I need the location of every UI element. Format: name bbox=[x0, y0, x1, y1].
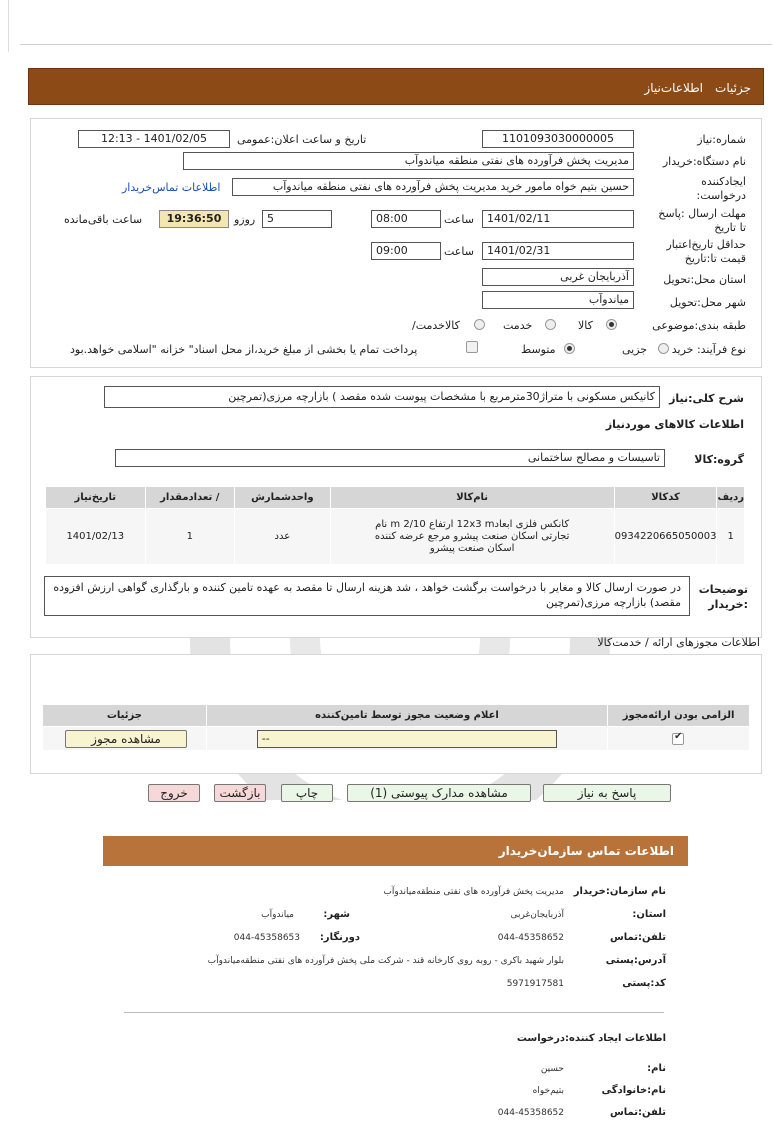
tab-need-info[interactable]: اطلاعات‌نیاز bbox=[644, 81, 703, 95]
days-label: روزو bbox=[234, 213, 256, 226]
city-field: میاندوآب bbox=[482, 291, 634, 309]
goods-group-field: تاسیسات و مصالح ساختمانی bbox=[115, 449, 665, 467]
deadline-date-field: 1401/02/11 bbox=[482, 210, 634, 228]
col-unit: واحدشمارش bbox=[235, 487, 331, 509]
buyer-org-label: نام دستگاه:خریدار bbox=[662, 155, 746, 168]
buyer-org-field: مدیریت پخش فرآورده های نفتی منطقه میاندوآب bbox=[183, 152, 634, 170]
creator-label: ایجادکننده درخواست: bbox=[696, 175, 746, 202]
creator-phone-label: تلفن:تماس bbox=[609, 1107, 666, 1118]
contact-address-label: آدرس:پستی bbox=[605, 955, 666, 966]
province-field: آذربایجان غربی bbox=[482, 268, 634, 286]
contact-org-label: نام سازمان:خریدار bbox=[573, 886, 666, 897]
validity-time-field: 09:00 bbox=[371, 242, 441, 260]
table-row bbox=[46, 509, 745, 565]
contact-address: بلوار شهید باکری - روبه روی کارخانه قند - شرکت ملی پخش فرآورده های نفتی منطقه‌میاندوآب bbox=[207, 956, 564, 966]
category-both-label: کالاخدمت/ bbox=[412, 319, 460, 332]
tab-details[interactable]: جزئیات bbox=[715, 81, 751, 95]
summary-field: کانیکس مسکونی با متراژ30مترمربع با مشخصات پیوست شده مقصد ) بازارچه مرزی(تمرچین bbox=[104, 386, 660, 408]
payment-checkbox[interactable] bbox=[466, 341, 478, 353]
permits-title: اطلاعات مجوزهای ارائه / خدمت‌کالا bbox=[597, 636, 760, 649]
table-row bbox=[43, 727, 750, 751]
category-service-label: خدمت bbox=[503, 319, 533, 332]
col-name: نام‌کالا bbox=[330, 487, 614, 509]
goods-group-label: گروه:کالا bbox=[694, 453, 744, 466]
buyer-contact-link[interactable]: اطلاعات تماس‌خریدار bbox=[122, 181, 221, 194]
creator-name: حسین bbox=[540, 1064, 564, 1074]
cell-date: 1401/02/13 bbox=[46, 509, 146, 565]
contact-fax-label: دورنگار: bbox=[319, 932, 360, 943]
days-field: 5 bbox=[262, 210, 332, 228]
cell-row: 1 bbox=[717, 509, 745, 565]
col-qty: / تعدادمقدار bbox=[145, 487, 235, 509]
need-number-label: شماره:نیاز bbox=[697, 133, 746, 146]
col-code: کدکالا bbox=[614, 487, 717, 509]
process-type-label: نوع فرآیند: خرید bbox=[671, 343, 746, 356]
contact-phone-label: تلفن:تماس bbox=[609, 932, 666, 943]
creator-family-label: نام:خانوادگی bbox=[601, 1085, 666, 1096]
permit-details-cell bbox=[43, 727, 207, 751]
buyer-notes-label: توضیحات :خریدار bbox=[698, 583, 748, 611]
process-medium-radio[interactable] bbox=[564, 343, 575, 354]
view-permit-button[interactable]: مشاهده مجوز bbox=[65, 730, 187, 748]
contact-postal-label: کد:پستی bbox=[622, 978, 666, 989]
category-goods-radio[interactable] bbox=[606, 319, 617, 330]
contact-header: اطلاعات تماس سازمان‌خریدار bbox=[103, 836, 688, 866]
cell-unit: عدد bbox=[235, 509, 331, 565]
payment-note: پرداخت تمام یا بخشی از مبلغ خرید،از محل اسناد" خزانه "اسلامی خواهد.بود bbox=[70, 343, 418, 356]
creator-field: حسین بتیم خواه مامور خرید مدیریت پخش فرآورده های نفتی منطقه میاندوآب bbox=[232, 178, 634, 196]
contact-phone: 044-45358652 bbox=[497, 933, 564, 943]
category-goods-label: کالا bbox=[578, 319, 593, 332]
category-label: طبقه بندی:موضوعی bbox=[652, 319, 746, 332]
deadline-label: مهلت ارسال :پاسخ تا تاریخ bbox=[658, 207, 746, 234]
print-button[interactable]: چاپ bbox=[281, 784, 333, 802]
summary-label: شرح کلی:نیاز bbox=[669, 392, 744, 405]
back-button[interactable]: بازگشت bbox=[214, 784, 266, 802]
goods-table bbox=[45, 486, 745, 565]
goods-info-title: اطلاعات کالاهای موردنیاز bbox=[605, 418, 744, 431]
remaining-time: 19:36:50 bbox=[159, 210, 229, 228]
cell-name: کانکس فلزی ابعاد12x3 m ارتفاع 2/10 m نام تجارتی اسکان صنعت پیشرو مرجع عرضه کننده اسکان صنعت پیشرو bbox=[330, 509, 614, 565]
creator-family: بتیم‌خواه bbox=[532, 1086, 564, 1096]
cell-code: 0934220665050003 bbox=[614, 509, 717, 565]
contact-province-label: استان: bbox=[632, 909, 666, 920]
view-attachments-button[interactable]: مشاهده مدارک پیوستی (1) bbox=[347, 784, 531, 802]
buyer-notes-field: در صورت ارسال کالا و مغایر با درخواست برگشت خواهد ، شد هزینه ارسال تا مقصد به عهده تامین کننده و بارگذاری گواهی ارزش افزوده مقصد) بازارچه مرزی(تمرچین bbox=[44, 576, 690, 616]
process-medium-label: متوسط bbox=[521, 343, 556, 356]
contact-fax: 044-45358653 bbox=[233, 933, 300, 943]
process-partial-label: جزیی bbox=[622, 343, 648, 356]
col-date: تاریخ‌نیاز bbox=[46, 487, 146, 509]
col-permit-required: الزامی بودن ارائه‌مجوز bbox=[608, 705, 750, 727]
validity-time-label: ساعت bbox=[444, 245, 474, 258]
contact-postal: 5971917581 bbox=[506, 979, 564, 989]
contact-divider bbox=[124, 1012, 664, 1013]
need-number-field: 1101093030000005 bbox=[482, 130, 634, 148]
remaining-label: ساعت باقی‌مانده bbox=[64, 213, 143, 226]
province-label: استان محل:تحویل bbox=[663, 273, 746, 286]
creator-phone: 044-45358652 bbox=[497, 1108, 564, 1118]
permit-required-checkbox[interactable] bbox=[672, 733, 684, 745]
contact-city-label: شهر: bbox=[323, 909, 350, 920]
left-border bbox=[8, 0, 9, 52]
process-partial-radio[interactable] bbox=[658, 343, 669, 354]
announce-field: 1401/02/05 - 12:13 bbox=[78, 130, 230, 148]
creator-name-label: نام: bbox=[647, 1063, 666, 1074]
check-icon: ✔ bbox=[674, 731, 683, 742]
permit-required-cell bbox=[608, 727, 750, 751]
deadline-time-field: 08:00 bbox=[371, 210, 441, 228]
city-label: شهر محل:تحویل bbox=[669, 296, 746, 309]
validity-date-field: 1401/02/31 bbox=[482, 242, 634, 260]
permits-table bbox=[42, 704, 750, 751]
category-both-radio[interactable] bbox=[474, 319, 485, 330]
creator-info-title: اطلاعات ایجاد کننده:درخواست bbox=[516, 1033, 666, 1044]
deadline-time-label: ساعت bbox=[444, 213, 474, 226]
col-permit-status: اعلام وضعیت مجوز توسط تامین‌کننده bbox=[206, 705, 607, 727]
permit-status-cell bbox=[206, 727, 607, 751]
permit-status-field[interactable]: -- bbox=[257, 730, 557, 748]
contact-province: آذربایجان‌غربی bbox=[510, 910, 564, 920]
col-permit-details: جزئیات bbox=[43, 705, 207, 727]
validity-label: حداقل تاریخ‌اعتبار قیمت تا:تاریخ bbox=[666, 238, 746, 265]
contact-city: میاندوآب bbox=[261, 910, 294, 920]
top-divider bbox=[20, 44, 772, 45]
tab-bar bbox=[28, 68, 764, 105]
contact-org: مدیریت پخش فرآورده های نفتی منطقه‌میاندوآب bbox=[383, 887, 564, 897]
category-service-radio[interactable] bbox=[545, 319, 556, 330]
col-row: ردیف bbox=[717, 487, 745, 509]
exit-button[interactable]: خروج bbox=[148, 784, 200, 802]
cell-qty: 1 bbox=[145, 509, 235, 565]
reply-button[interactable]: پاسخ به نیاز bbox=[543, 784, 671, 802]
announce-label: تاریخ و ساعت اعلان:عمومی bbox=[237, 133, 367, 146]
